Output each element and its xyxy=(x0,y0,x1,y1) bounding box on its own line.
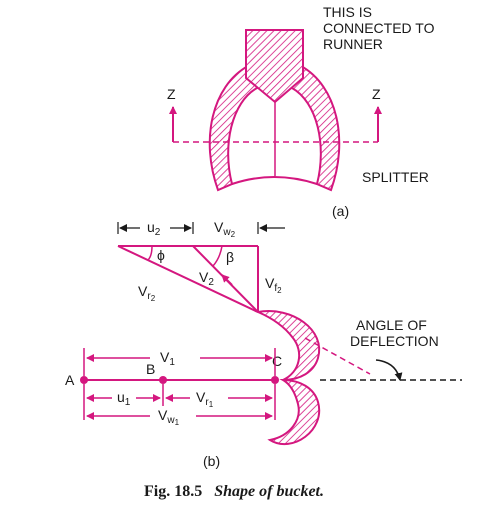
v1-label: $V_1$ xyxy=(160,349,175,368)
vr2-label: $V_{r_2}$ xyxy=(138,283,156,303)
sublabel-b: (b) xyxy=(203,453,221,469)
point-c-label: C xyxy=(272,353,283,369)
point-c xyxy=(271,376,279,384)
point-a xyxy=(80,376,88,384)
jet-line xyxy=(80,376,279,384)
v1-dimension xyxy=(84,348,275,376)
figure-caption xyxy=(144,483,324,500)
vr2-vector xyxy=(118,246,258,312)
note-line-2: CONNECTED TO xyxy=(323,20,435,36)
phi-label: ϕ xyxy=(157,247,165,263)
vr1-label: $V_{r_1}$ xyxy=(196,389,214,409)
deflection-label-2: DEFLECTION xyxy=(350,333,439,349)
vf2-label: $V_{f_2}$ xyxy=(265,275,282,295)
outlet-velocity-triangle xyxy=(118,246,258,312)
beta-arc xyxy=(213,246,222,266)
phi-arc xyxy=(148,246,152,260)
bucket-lower-lobe xyxy=(270,380,319,444)
deflection-label-1: ANGLE OF xyxy=(356,317,427,333)
point-b xyxy=(159,376,167,384)
v2-arrowhead xyxy=(222,275,232,285)
runner-attachment xyxy=(246,30,303,102)
point-a-label: A xyxy=(65,372,75,388)
vw1-label: $V_{w_1}$ xyxy=(158,407,180,427)
bucket-right-cup xyxy=(292,66,339,190)
axis-label-right: Z xyxy=(372,86,381,102)
u1-label: $u_1$ xyxy=(117,389,131,408)
u1-vr1-dimension xyxy=(84,384,275,420)
note-line-3: RUNNER xyxy=(323,36,383,52)
caption-title: Shape of bucket. xyxy=(214,483,324,500)
bucket-bottom-rim xyxy=(232,177,317,184)
bucket-left-cup xyxy=(210,66,257,190)
outlet-dimension-line xyxy=(118,222,285,234)
bucket-upper-lobe xyxy=(258,311,319,380)
splitter-label: SPLITTER xyxy=(362,169,429,185)
note-line-1: THIS IS xyxy=(323,4,373,20)
deflection-angle-arc xyxy=(376,360,400,380)
vw2-label: $V_{w_2}$ xyxy=(214,219,236,239)
v2-label: $V_2$ xyxy=(199,269,214,288)
axis-label-left: Z xyxy=(167,86,176,102)
u2-label: $u_2$ xyxy=(147,219,161,238)
point-b-label: B xyxy=(146,361,156,377)
caption-number: Fig. 18.5 xyxy=(144,483,203,500)
bucket-front-view xyxy=(173,30,378,190)
beta-label: β xyxy=(226,249,235,265)
sublabel-a: (a) xyxy=(332,203,350,219)
